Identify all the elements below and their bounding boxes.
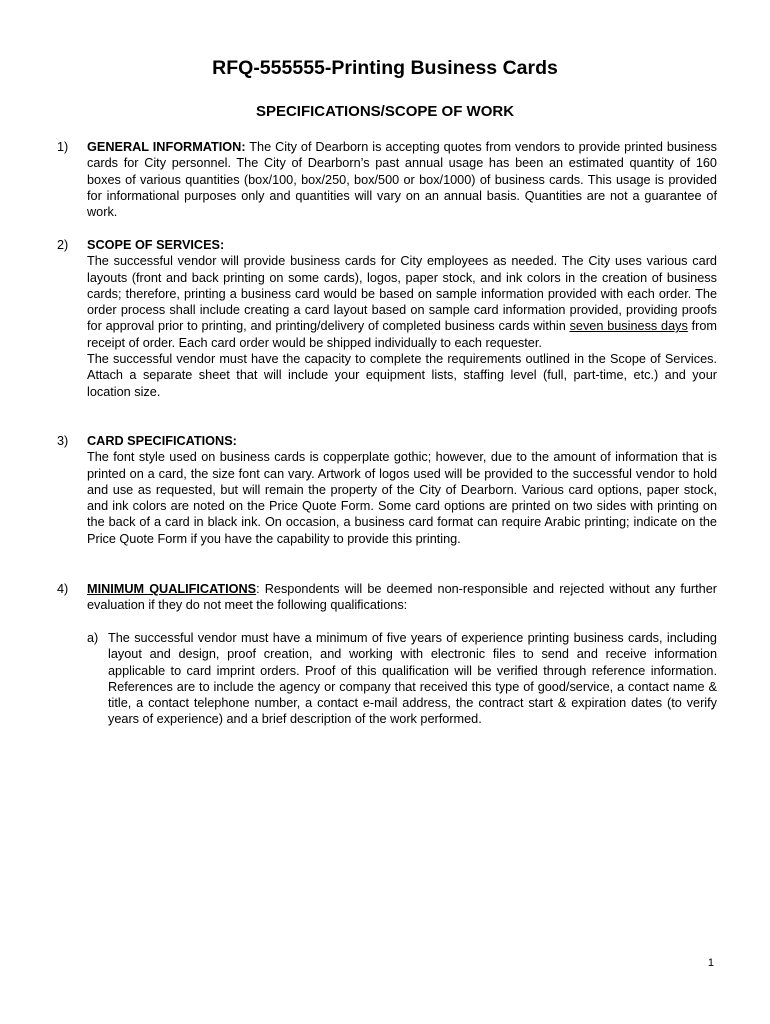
section-text: The font style used on business cards is copperplate gothic; however, due to the amount of information that is printed on a card, the size font can vary. Artwork of logos used will be provided to the successful vendor to hold and use as requested, but will remain the property of the City of Dearborn. Various card options, paper stock, and ink colors are noted on the Price Quote Form. Some card options are printed on two sides with printing on the back of a card in black ink. On occasion, a business card format can require Arabic printing; indicate on the Price Quote Form if you have the capability to provide this printing. (87, 450, 717, 546)
item-label: a) (87, 631, 99, 645)
section-minimum-qualifications (57, 581, 717, 614)
section-text-continued: from receipt of order. Each card order would be shipped individually to each requester. (87, 319, 717, 350)
section-scope-of-services (57, 237, 717, 400)
section-heading: GENERAL INFORMATION: (87, 140, 246, 154)
section-text: : Respondents will be deemed non-responsible and rejected without any further evaluation if they do not meet the following qualifications: (87, 582, 717, 613)
section-heading: SCOPE OF SERVICES: (87, 238, 225, 252)
section-number: 3) (57, 434, 69, 448)
section-heading: CARD SPECIFICATIONS: (87, 434, 237, 448)
section-text-2: The successful vendor must have the capacity to complete the requirements outlined in the Scope of Services. Attach a separate sheet that will include your equipment lists, staffing level (full, part-time, etc.) and your location size. (87, 352, 717, 399)
page-number: 1 (707, 957, 714, 969)
qualification-item-a (87, 630, 717, 728)
page-subtitle: SPECIFICATIONS/SCOPE OF WORK (255, 103, 515, 120)
section-text: The City of Dearborn is accepting quotes from vendors to provide printed business cards for City personnel. The City of Dearborn’s past annual usage has been an estimated quantity of 160 boxes of various quantities (box/100, box/250, box/500 or box/1000) of business cards. This usage is provided for informational purposes only and quantities will vary on an annual basis. Quantities are not a guarantee of work. (87, 140, 717, 220)
underlined-deadline: seven business days (569, 319, 688, 334)
section-number: 4) (57, 582, 69, 596)
section-number: 1) (57, 140, 69, 154)
section-number: 2) (57, 238, 69, 252)
section-card-specifications (57, 433, 717, 547)
item-text: The successful vendor must have a minimum of five years of experience printing business cards, including layout and design, proof creation, and working with electronic files to send and receive information applicable to card imprint orders. Proof of this qualification will be verified through reference information. References are to include the agency or company that received this type of good/service, a contact name & title, a contact telephone number, a contact e-mail address, the contract start & expiration dates (to verify years of experience) and a brief description of the work performed. (108, 631, 717, 727)
section-text: The successful vendor will provide business cards for City employees as needed. The City uses various card layouts (front and back printing on some cards), logos, paper stock, and ink colors in the creation of business cards; therefore, printing a business card would be based on sample information provided with each order. The order process shall include creating a card layout based on sample card information provided, providing proofs for approval prior to printing, and printing/delivery of completed business cards within (87, 254, 717, 334)
section-heading: MINIMUM QUALIFICATIONS (87, 582, 257, 596)
section-general-information (57, 139, 717, 220)
page-title: RFQ-555555-Printing Business Cards (212, 57, 558, 79)
